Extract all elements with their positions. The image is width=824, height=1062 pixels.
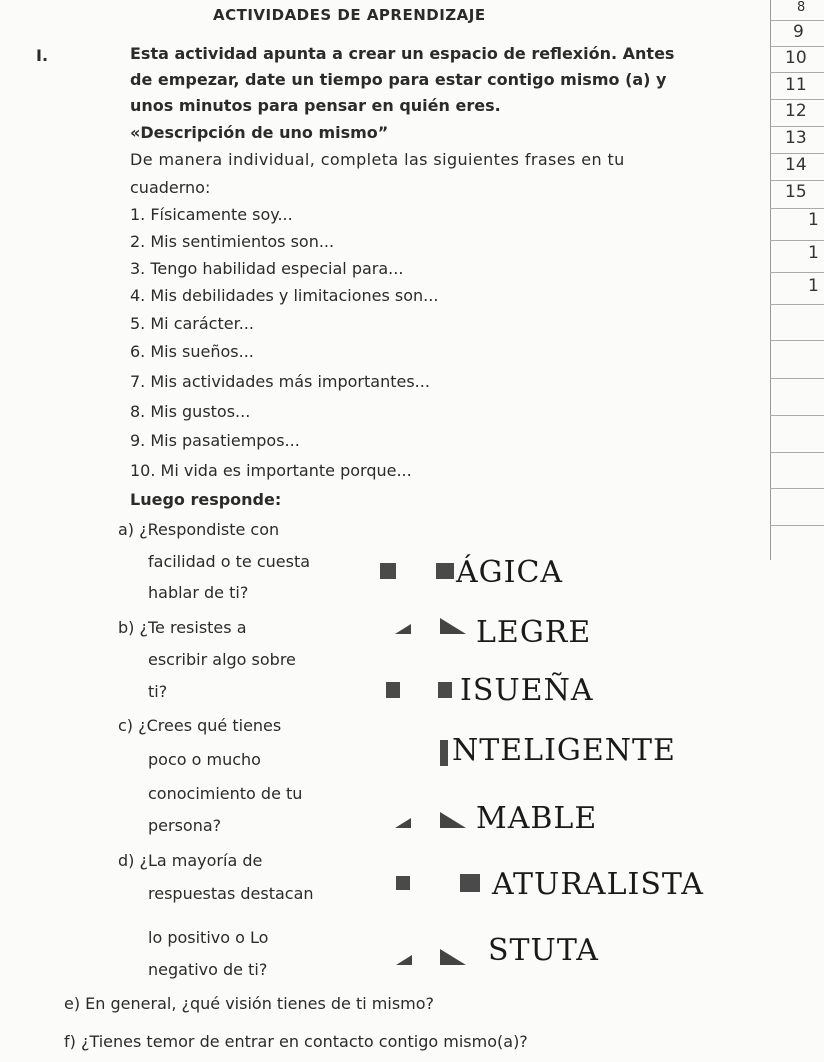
question-d-line: negativo de ti? — [148, 960, 268, 979]
intro-line: unos minutos para pensar en quién eres. — [130, 96, 501, 115]
question-c-line: persona? — [148, 816, 222, 835]
list-item: 6. Mis sueños... — [130, 342, 254, 361]
cut-letter-a-left — [396, 955, 412, 965]
list-item: 5. Mi carácter... — [130, 314, 254, 333]
cut-letter-a-right — [440, 812, 466, 828]
list-item: 2. Mis sentimientos son... — [130, 232, 335, 251]
section-marker: I. — [36, 46, 49, 65]
acrostic-word: ISUEÑA — [460, 673, 594, 708]
respond-heading: Luego responde: — [130, 490, 282, 509]
question-a-line: facilidad o te cuesta — [148, 552, 311, 571]
cut-letter-a-right — [440, 949, 466, 965]
margin-ruled-lines — [770, 0, 824, 560]
acrostic-word: NTELIGENTE — [452, 733, 676, 768]
acrostic-word: LEGRE — [476, 615, 592, 650]
question-b: b) ¿Te resistes a — [118, 618, 247, 637]
list-item: 3. Tengo habilidad especial para... — [130, 259, 404, 278]
question-a: a) ¿Respondiste con — [118, 520, 280, 539]
margin-number: 14 — [785, 155, 807, 175]
margin-number: 11 — [785, 75, 807, 95]
cut-letter-n-right — [460, 874, 480, 892]
margin-number: 12 — [785, 101, 807, 121]
list-item: 9. Mis pasatiempos... — [130, 431, 300, 450]
cut-letter-m-right — [436, 563, 454, 579]
question-b-line: ti? — [148, 682, 168, 701]
question-a-line: hablar de ti? — [148, 583, 249, 602]
acrostic-word: STUTA — [488, 933, 599, 968]
instruction-line: cuaderno: — [130, 178, 211, 197]
cut-letter-r-left — [386, 682, 400, 698]
cut-letter-a-left — [395, 818, 411, 828]
question-c-line: conocimiento de tu — [148, 784, 303, 803]
list-item: 1. Físicamente soy... — [130, 205, 293, 224]
margin-number: 10 — [785, 48, 807, 68]
question-c: c) ¿Crees qué tienes — [118, 716, 282, 735]
question-d-line: respuestas destacan — [148, 884, 314, 903]
instruction-line: De manera individual, completa las siguientes frases en tu — [130, 150, 625, 169]
list-item: 4. Mis debilidades y limitaciones son... — [130, 286, 439, 305]
margin-number: 13 — [785, 128, 807, 148]
question-f: f) ¿Tienes temor de entrar en contacto contigo mismo(a)? — [64, 1032, 528, 1051]
cut-letter-a-left — [395, 624, 411, 634]
question-b-line: escribir algo sobre — [148, 650, 296, 669]
cut-letter-n-left — [396, 876, 410, 890]
cut-letter-m-left — [380, 563, 396, 579]
acrostic-word: ATURALISTA — [492, 867, 704, 902]
acrostic-word: MABLE — [476, 801, 598, 836]
margin-number: 8 — [797, 0, 806, 15]
margin-number: 9 — [793, 22, 804, 42]
list-item: 10. Mi vida es importante porque... — [130, 461, 412, 480]
margin-number: 1 — [808, 210, 819, 230]
list-item: 7. Mis actividades más importantes... — [130, 372, 430, 391]
cut-letter-a-right — [440, 618, 466, 634]
acrostic-word: ÁGICA — [456, 555, 564, 590]
cut-letter-r-right — [438, 682, 452, 698]
intro-line: Esta actividad apunta a crear un espacio de reflexión. Antes — [130, 44, 675, 63]
question-e: e) En general, ¿qué visión tienes de ti mismo? — [64, 994, 435, 1013]
page-title: ACTIVIDADES DE APRENDIZAJE — [213, 6, 486, 24]
margin-number: 1 — [808, 243, 819, 263]
cut-letter-i — [440, 740, 448, 766]
margin-number: 15 — [785, 182, 807, 202]
activity-subtitle: «Descripción de uno mismo” — [130, 123, 389, 142]
question-c-line: poco o mucho — [148, 750, 261, 769]
list-item: 8. Mis gustos... — [130, 402, 251, 421]
question-d-line: lo positivo o Lo — [148, 928, 269, 947]
intro-line: de empezar, date un tiempo para estar contigo mismo (a) y — [130, 70, 667, 89]
margin-number: 1 — [808, 276, 819, 296]
question-d: d) ¿La mayoría de — [118, 851, 263, 870]
